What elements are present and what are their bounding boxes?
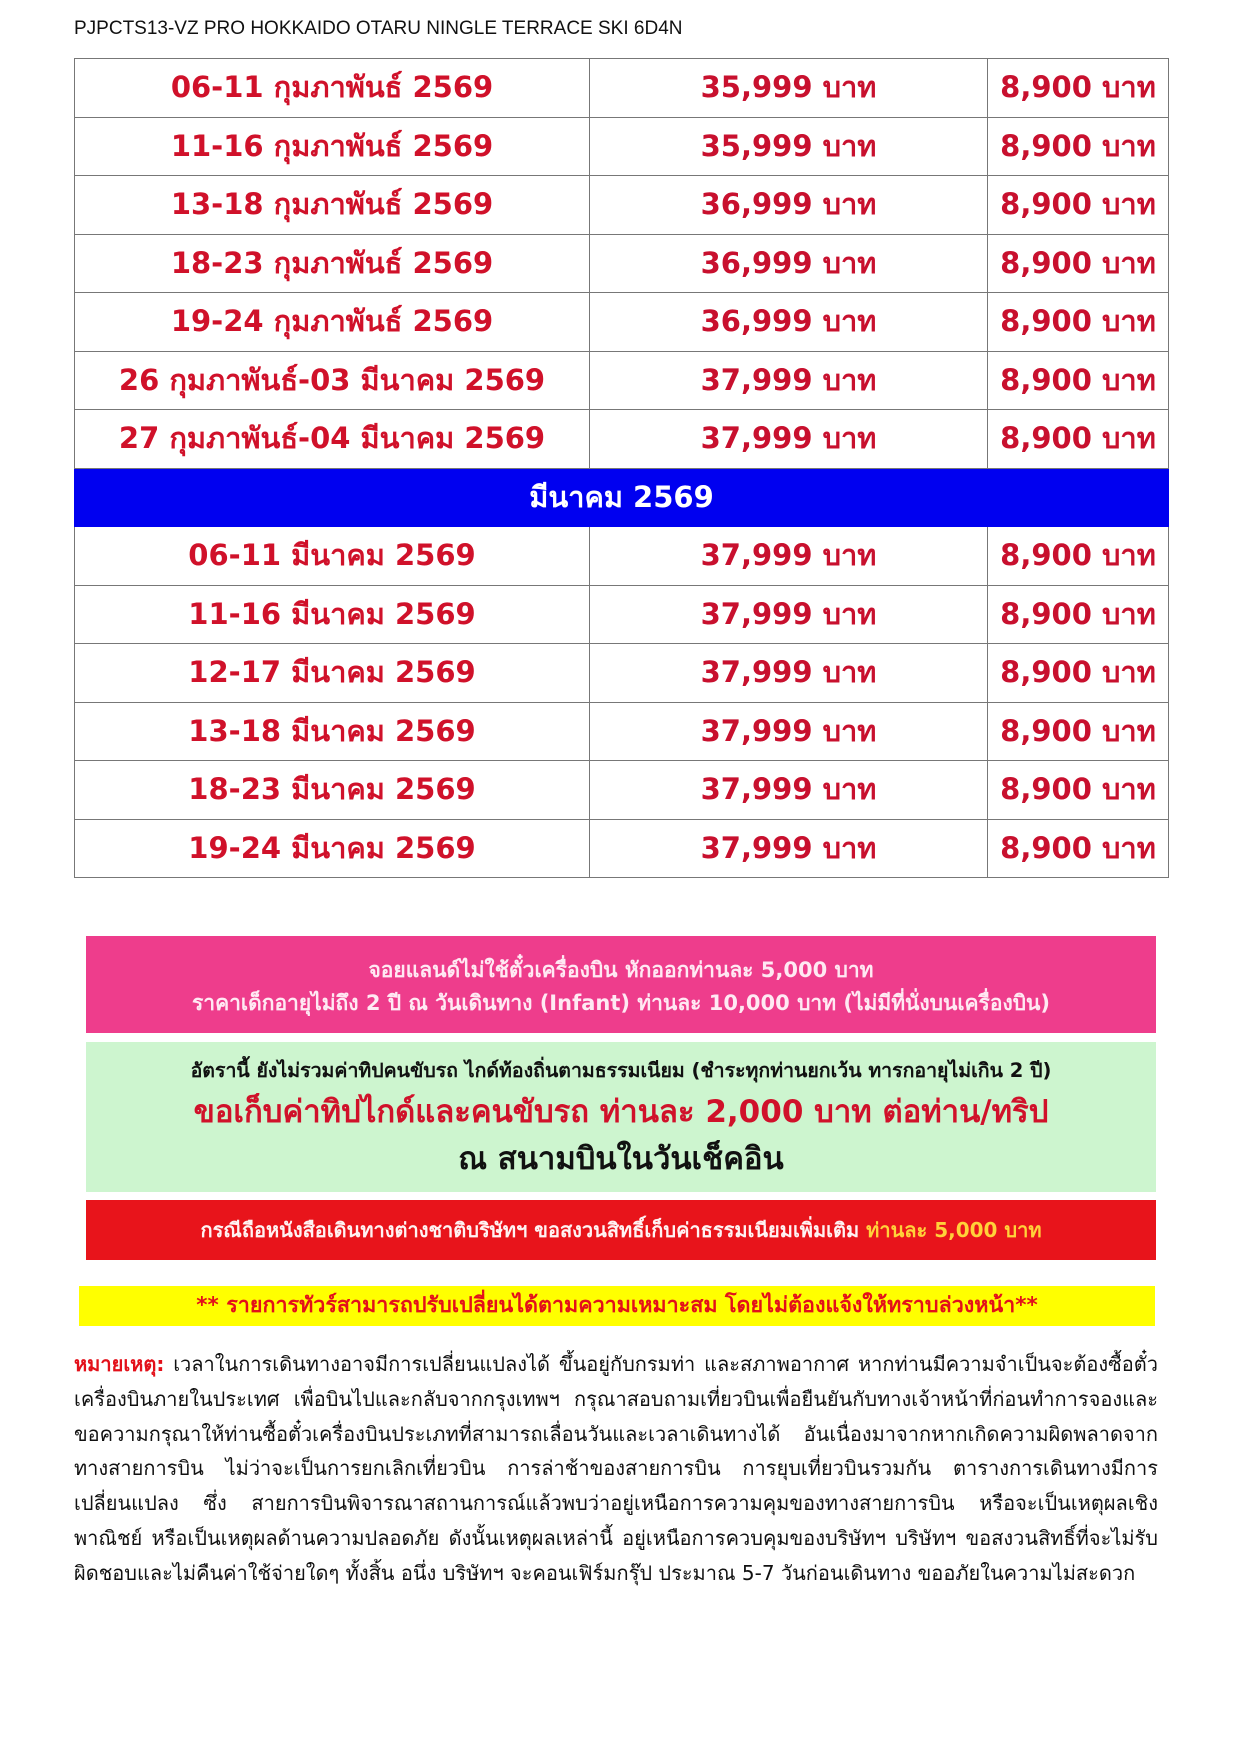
foreign-passport-fee: ท่านละ 5,000 บาท bbox=[866, 1218, 1042, 1242]
date-cell: 18-23 กุมภาพันธ์ 2569 bbox=[75, 234, 590, 293]
table-row bbox=[75, 702, 1169, 761]
table-row bbox=[75, 234, 1169, 293]
tip-amount-text: ขอเก็บค่าทิปไกด์และคนขับรถ ท่านละ 2,000 บาท ต่อท่าน/ทริป bbox=[193, 1094, 1049, 1130]
price-cell: 37,999 บาท bbox=[590, 585, 988, 644]
month-header: มีนาคม 2569 bbox=[75, 468, 1169, 527]
price-cell: 35,999 บาท bbox=[590, 117, 988, 176]
price-cell: 36,999 บาท bbox=[590, 234, 988, 293]
single-supplement-cell: 8,900 บาท bbox=[988, 351, 1169, 410]
price-cell: 36,999 บาท bbox=[590, 176, 988, 235]
table-row bbox=[75, 761, 1169, 820]
single-supplement-cell: 8,900 บาท bbox=[988, 585, 1169, 644]
month-header-row bbox=[75, 468, 1169, 527]
document-header: PJPCTS13-VZ PRO HOKKAIDO OTARU NINGLE TERRACE SKI 6D4N bbox=[74, 18, 683, 39]
single-supplement-cell: 8,900 บาท bbox=[988, 117, 1169, 176]
date-cell: 12-17 มีนาคม 2569 bbox=[75, 644, 590, 703]
date-cell: 13-18 มีนาคม 2569 bbox=[75, 702, 590, 761]
date-cell: 13-18 กุมภาพันธ์ 2569 bbox=[75, 176, 590, 235]
tip-collect-location: ณ สนามบินในวันเช็คอิน bbox=[458, 1141, 784, 1177]
joinland-text: จอยแลนด์ไม่ใช้ตั๋วเครื่องบิน หักออกท่านละ 5,000 บาท bbox=[368, 958, 874, 982]
single-supplement-cell: 8,900 บาท bbox=[988, 702, 1169, 761]
tip-notice bbox=[86, 1042, 1156, 1192]
table-row bbox=[75, 351, 1169, 410]
table-row bbox=[75, 527, 1169, 586]
date-cell: 11-16 กุมภาพันธ์ 2569 bbox=[75, 117, 590, 176]
single-supplement-cell: 8,900 บาท bbox=[988, 176, 1169, 235]
price-cell: 37,999 บาท bbox=[590, 644, 988, 703]
table-row bbox=[75, 644, 1169, 703]
price-cell: 36,999 บาท bbox=[590, 293, 988, 352]
single-supplement-cell: 8,900 บาท bbox=[988, 644, 1169, 703]
single-supplement-cell: 8,900 บาท bbox=[988, 761, 1169, 820]
remarks bbox=[74, 1347, 1158, 1591]
single-supplement-cell: 8,900 บาท bbox=[988, 527, 1169, 586]
itinerary-change-banner: ** รายการทัวร์สามารถปรับเปลี่ยนได้ตามความเหมาะสม โดยไม่ต้องแจ้งให้ทราบล่วงหน้า** bbox=[79, 1286, 1155, 1326]
date-cell: 11-16 มีนาคม 2569 bbox=[75, 585, 590, 644]
joinland-infant-notice bbox=[86, 936, 1156, 1033]
single-supplement-cell: 8,900 บาท bbox=[988, 234, 1169, 293]
price-cell: 35,999 บาท bbox=[590, 59, 988, 118]
date-cell: 19-24 มีนาคม 2569 bbox=[75, 819, 590, 878]
single-supplement-cell: 8,900 บาท bbox=[988, 59, 1169, 118]
price-cell: 37,999 บาท bbox=[590, 351, 988, 410]
single-supplement-cell: 8,900 บาท bbox=[988, 410, 1169, 469]
price-cell: 37,999 บาท bbox=[590, 527, 988, 586]
foreign-passport-text: กรณีถือหนังสือเดินทางต่างชาติบริษัทฯ ขอสงวนสิทธิ์เก็บค่าธรรมเนียมเพิ่มเติม bbox=[200, 1218, 860, 1242]
foreign-passport-notice bbox=[86, 1200, 1156, 1260]
remarks-label: หมายเหตุ: bbox=[74, 1352, 165, 1376]
table-row bbox=[75, 117, 1169, 176]
date-cell: 26 กุมภาพันธ์-03 มีนาคม 2569 bbox=[75, 351, 590, 410]
price-cell: 37,999 บาท bbox=[590, 410, 988, 469]
price-cell: 37,999 บาท bbox=[590, 702, 988, 761]
table-row bbox=[75, 176, 1169, 235]
date-cell: 18-23 มีนาคม 2569 bbox=[75, 761, 590, 820]
tip-excluded-text: อัตรานี้ ยังไม่รวมค่าทิปคนขับรถ ไกด์ท้องถิ่นตามธรรมเนียม (ชำระทุกท่านยกเว้น ทารกอายุไม่เกิน 2 ปี) bbox=[190, 1059, 1052, 1082]
date-cell: 06-11 มีนาคม 2569 bbox=[75, 527, 590, 586]
date-cell: 19-24 กุมภาพันธ์ 2569 bbox=[75, 293, 590, 352]
infant-price-text: ราคาเด็กอายุไม่ถึง 2 ปี ณ วันเดินทาง (Infant) ท่านละ 10,000 บาท (ไม่มีที่นั่งบนเครื่องบิน) bbox=[192, 991, 1050, 1015]
date-cell: 06-11 กุมภาพันธ์ 2569 bbox=[75, 59, 590, 118]
price-cell: 37,999 บาท bbox=[590, 819, 988, 878]
remarks-text: เวลาในการเดินทางอาจมีการเปลี่ยนแปลงได้ ขึ้นอยู่กับกรมท่า และสภาพอากาศ หากท่านมีความจำเป็นจะต้องซื้อตั๋วเครื่องบินภายในประเทศ เพื่อบินไปและกลับจากกรุงเทพฯ กรุณาสอบถามเที่ยวบินเพื่อยืนยันกับทางเจ้าหน้าที่ก่อนทำการจองและขอความกรุณาให้ท่านซื้อตั๋วเครื่องบินประเภทที่สามารถเลื่อนวันและเวลาเดินทางได้ อันเนื่องมาจากหากเกิดความผิดพลาดจากทางสายการบิน ไม่ว่าจะเป็นการยกเลิกเที่ยวบิน การล่าช้าของสายการบิน การยุบเที่ยวบินรวมกัน ตารางการเดินทางมีการเปลี่ยนแปลง ซึ่ง สายการบินพิจารณาสถานการณ์แล้วพบว่าอยู่เหนือการความคุมของทางสายการบิน หรือจะเป็นเหตุผลเชิงพาณิชย์ หรือเป็นเหตุผลด้านความปลอดภัย ดังนั้นเหตุผลเหล่านี้ อยู่เหนือการควบคุมของบริษัทฯ บริษัทฯ ขอสงวนสิทธิ์ที่จะไม่รับผิดชอบและไม่คืนค่าใช้จ่ายใดๆ ทั้งสิ้น อนึ่ง บริษัทฯ จะคอนเฟิร์มกรุ๊ป ประมาณ 5-7 วันก่อนเดินทาง ขออภัยในความไม่สะดวก bbox=[74, 1352, 1158, 1585]
single-supplement-cell: 8,900 บาท bbox=[988, 819, 1169, 878]
table-row bbox=[75, 410, 1169, 469]
date-cell: 27 กุมภาพันธ์-04 มีนาคม 2569 bbox=[75, 410, 590, 469]
price-cell: 37,999 บาท bbox=[590, 761, 988, 820]
table-row bbox=[75, 585, 1169, 644]
single-supplement-cell: 8,900 บาท bbox=[988, 293, 1169, 352]
table-row bbox=[75, 59, 1169, 118]
table-row bbox=[75, 819, 1169, 878]
table-row bbox=[75, 293, 1169, 352]
price-table bbox=[74, 58, 1169, 878]
